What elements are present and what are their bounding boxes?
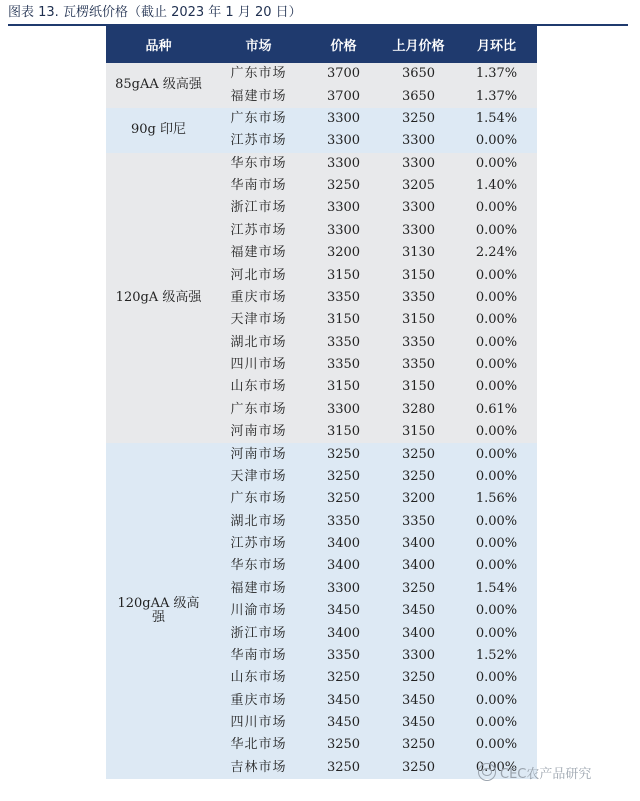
market-cell: 福建市场 (211, 242, 306, 264)
header-row (106, 25, 537, 63)
last-month-price-cell: 3250 (381, 108, 456, 130)
mom-change-cell: 0.00% (456, 264, 537, 286)
last-month-price-cell: 3350 (381, 511, 456, 533)
last-month-price-cell: 3250 (381, 466, 456, 488)
price-cell: 3350 (306, 332, 381, 354)
market-cell: 华东市场 (211, 555, 306, 577)
market-cell: 华南市场 (211, 645, 306, 667)
market-cell: 河北市场 (211, 264, 306, 286)
mom-change-cell: 0.00% (456, 622, 537, 644)
last-month-price-cell: 3150 (381, 421, 456, 443)
price-cell: 3250 (306, 734, 381, 756)
price-cell: 3400 (306, 533, 381, 555)
market-cell: 广东市场 (211, 399, 306, 421)
price-cell: 3450 (306, 712, 381, 734)
market-cell: 江苏市场 (211, 130, 306, 152)
price-cell: 3200 (306, 242, 381, 264)
table-caption: 图表 13. 瓦楞纸价格（截止 2023 年 1 月 20 日） (8, 2, 628, 26)
last-month-price-cell: 3205 (381, 175, 456, 197)
last-month-price-cell: 3300 (381, 220, 456, 242)
market-cell: 山东市场 (211, 376, 306, 398)
variety-cell: 120gAA 级高强 (106, 443, 211, 779)
mom-change-cell: 0.00% (456, 757, 537, 779)
price-cell: 3150 (306, 309, 381, 331)
mom-change-cell: 0.00% (456, 690, 537, 712)
price-cell: 3150 (306, 421, 381, 443)
watermark (478, 760, 591, 784)
variety-cell: 85gAA 级高强 (106, 63, 211, 108)
last-month-price-cell: 3250 (381, 578, 456, 600)
variety-cell: 90g 印尼 (106, 108, 211, 153)
last-month-price-cell: 3350 (381, 332, 456, 354)
price-cell: 3300 (306, 130, 381, 152)
price-cell: 3300 (306, 399, 381, 421)
header-price: 价格 (306, 25, 381, 63)
market-cell: 浙江市场 (211, 197, 306, 219)
mom-change-cell: 0.00% (456, 354, 537, 376)
market-cell: 山东市场 (211, 667, 306, 689)
market-cell: 江苏市场 (211, 220, 306, 242)
market-cell: 华北市场 (211, 734, 306, 756)
market-cell: 浙江市场 (211, 622, 306, 644)
corrugated-paper-price-table (106, 25, 537, 779)
market-cell: 华东市场 (211, 153, 306, 175)
mom-change-cell: 0.00% (456, 443, 537, 465)
header-variety: 品种 (106, 25, 211, 63)
market-cell: 四川市场 (211, 712, 306, 734)
price-cell: 3350 (306, 645, 381, 667)
last-month-price-cell: 3280 (381, 399, 456, 421)
market-cell: 华南市场 (211, 175, 306, 197)
last-month-price-cell: 3250 (381, 443, 456, 465)
price-cell: 3300 (306, 220, 381, 242)
market-cell: 河南市场 (211, 421, 306, 443)
price-cell: 3150 (306, 376, 381, 398)
last-month-price-cell: 3250 (381, 734, 456, 756)
mom-change-cell: 0.00% (456, 309, 537, 331)
price-cell: 3250 (306, 667, 381, 689)
price-cell: 3150 (306, 264, 381, 286)
mom-change-cell: 0.00% (456, 130, 537, 152)
table-row (106, 443, 537, 465)
last-month-price-cell: 3200 (381, 488, 456, 510)
mom-change-cell: 0.00% (456, 376, 537, 398)
price-cell: 3300 (306, 197, 381, 219)
price-cell: 3450 (306, 600, 381, 622)
last-month-price-cell: 3150 (381, 376, 456, 398)
table-row (106, 63, 537, 85)
wechat-icon (478, 763, 496, 781)
mom-change-cell: 1.56% (456, 488, 537, 510)
last-month-price-cell: 3150 (381, 264, 456, 286)
mom-change-cell: 1.54% (456, 578, 537, 600)
header-market: 市场 (211, 25, 306, 63)
market-cell: 福建市场 (211, 578, 306, 600)
mom-change-cell: 0.00% (456, 197, 537, 219)
price-cell: 3250 (306, 466, 381, 488)
table-row (106, 108, 537, 130)
last-month-price-cell: 3250 (381, 667, 456, 689)
market-cell: 吉林市场 (211, 757, 306, 779)
price-cell: 3700 (306, 85, 381, 107)
mom-change-cell: 1.37% (456, 85, 537, 107)
price-cell: 3250 (306, 175, 381, 197)
price-cell: 3400 (306, 555, 381, 577)
last-month-price-cell: 3450 (381, 690, 456, 712)
last-month-price-cell: 3400 (381, 622, 456, 644)
market-cell: 湖北市场 (211, 511, 306, 533)
mom-change-cell: 1.52% (456, 645, 537, 667)
mom-change-cell: 0.00% (456, 533, 537, 555)
market-cell: 广东市场 (211, 108, 306, 130)
mom-change-cell: 0.00% (456, 466, 537, 488)
last-month-price-cell: 3400 (381, 533, 456, 555)
mom-change-cell: 0.00% (456, 332, 537, 354)
mom-change-cell: 0.00% (456, 220, 537, 242)
price-cell: 3350 (306, 354, 381, 376)
market-cell: 江苏市场 (211, 533, 306, 555)
price-cell: 3300 (306, 578, 381, 600)
price-cell: 3350 (306, 511, 381, 533)
mom-change-cell: 0.00% (456, 600, 537, 622)
mom-change-cell: 0.61% (456, 399, 537, 421)
watermark-text: CEC农产品研究 (500, 766, 592, 782)
price-cell: 3400 (306, 622, 381, 644)
market-cell: 湖北市场 (211, 332, 306, 354)
mom-change-cell: 1.54% (456, 108, 537, 130)
header-last-month-price: 上月价格 (381, 25, 456, 63)
last-month-price-cell: 3300 (381, 130, 456, 152)
market-cell: 重庆市场 (211, 690, 306, 712)
last-month-price-cell: 3150 (381, 309, 456, 331)
last-month-price-cell: 3300 (381, 153, 456, 175)
market-cell: 福建市场 (211, 85, 306, 107)
mom-change-cell: 0.00% (456, 421, 537, 443)
market-cell: 川渝市场 (211, 600, 306, 622)
last-month-price-cell: 3450 (381, 600, 456, 622)
last-month-price-cell: 3300 (381, 645, 456, 667)
market-cell: 河南市场 (211, 443, 306, 465)
mom-change-cell: 2.24% (456, 242, 537, 264)
mom-change-cell: 0.00% (456, 153, 537, 175)
market-cell: 四川市场 (211, 354, 306, 376)
mom-change-cell: 0.00% (456, 712, 537, 734)
mom-change-cell: 0.00% (456, 555, 537, 577)
table-row (106, 153, 537, 175)
last-month-price-cell: 3350 (381, 287, 456, 309)
price-cell: 3300 (306, 153, 381, 175)
header-mom-change: 月环比 (456, 25, 537, 63)
last-month-price-cell: 3650 (381, 63, 456, 85)
mom-change-cell: 0.00% (456, 287, 537, 309)
price-cell: 3450 (306, 690, 381, 712)
price-cell: 3350 (306, 287, 381, 309)
market-cell: 广东市场 (211, 488, 306, 510)
mom-change-cell: 0.00% (456, 511, 537, 533)
last-month-price-cell: 3350 (381, 354, 456, 376)
variety-cell: 120gA 级高强 (106, 153, 211, 444)
market-cell: 天津市场 (211, 466, 306, 488)
price-cell: 3700 (306, 63, 381, 85)
price-cell: 3300 (306, 108, 381, 130)
market-cell: 重庆市场 (211, 287, 306, 309)
last-month-price-cell: 3400 (381, 555, 456, 577)
table-body (106, 63, 537, 779)
market-cell: 广东市场 (211, 63, 306, 85)
market-cell: 天津市场 (211, 309, 306, 331)
last-month-price-cell: 3450 (381, 712, 456, 734)
last-month-price-cell: 3300 (381, 197, 456, 219)
last-month-price-cell: 3650 (381, 85, 456, 107)
last-month-price-cell: 3130 (381, 242, 456, 264)
last-month-price-cell: 3250 (381, 757, 456, 779)
price-cell: 3250 (306, 757, 381, 779)
mom-change-cell: 0.00% (456, 734, 537, 756)
price-cell: 3250 (306, 488, 381, 510)
mom-change-cell: 1.40% (456, 175, 537, 197)
mom-change-cell: 0.00% (456, 667, 537, 689)
mom-change-cell: 1.37% (456, 63, 537, 85)
price-cell: 3250 (306, 443, 381, 465)
